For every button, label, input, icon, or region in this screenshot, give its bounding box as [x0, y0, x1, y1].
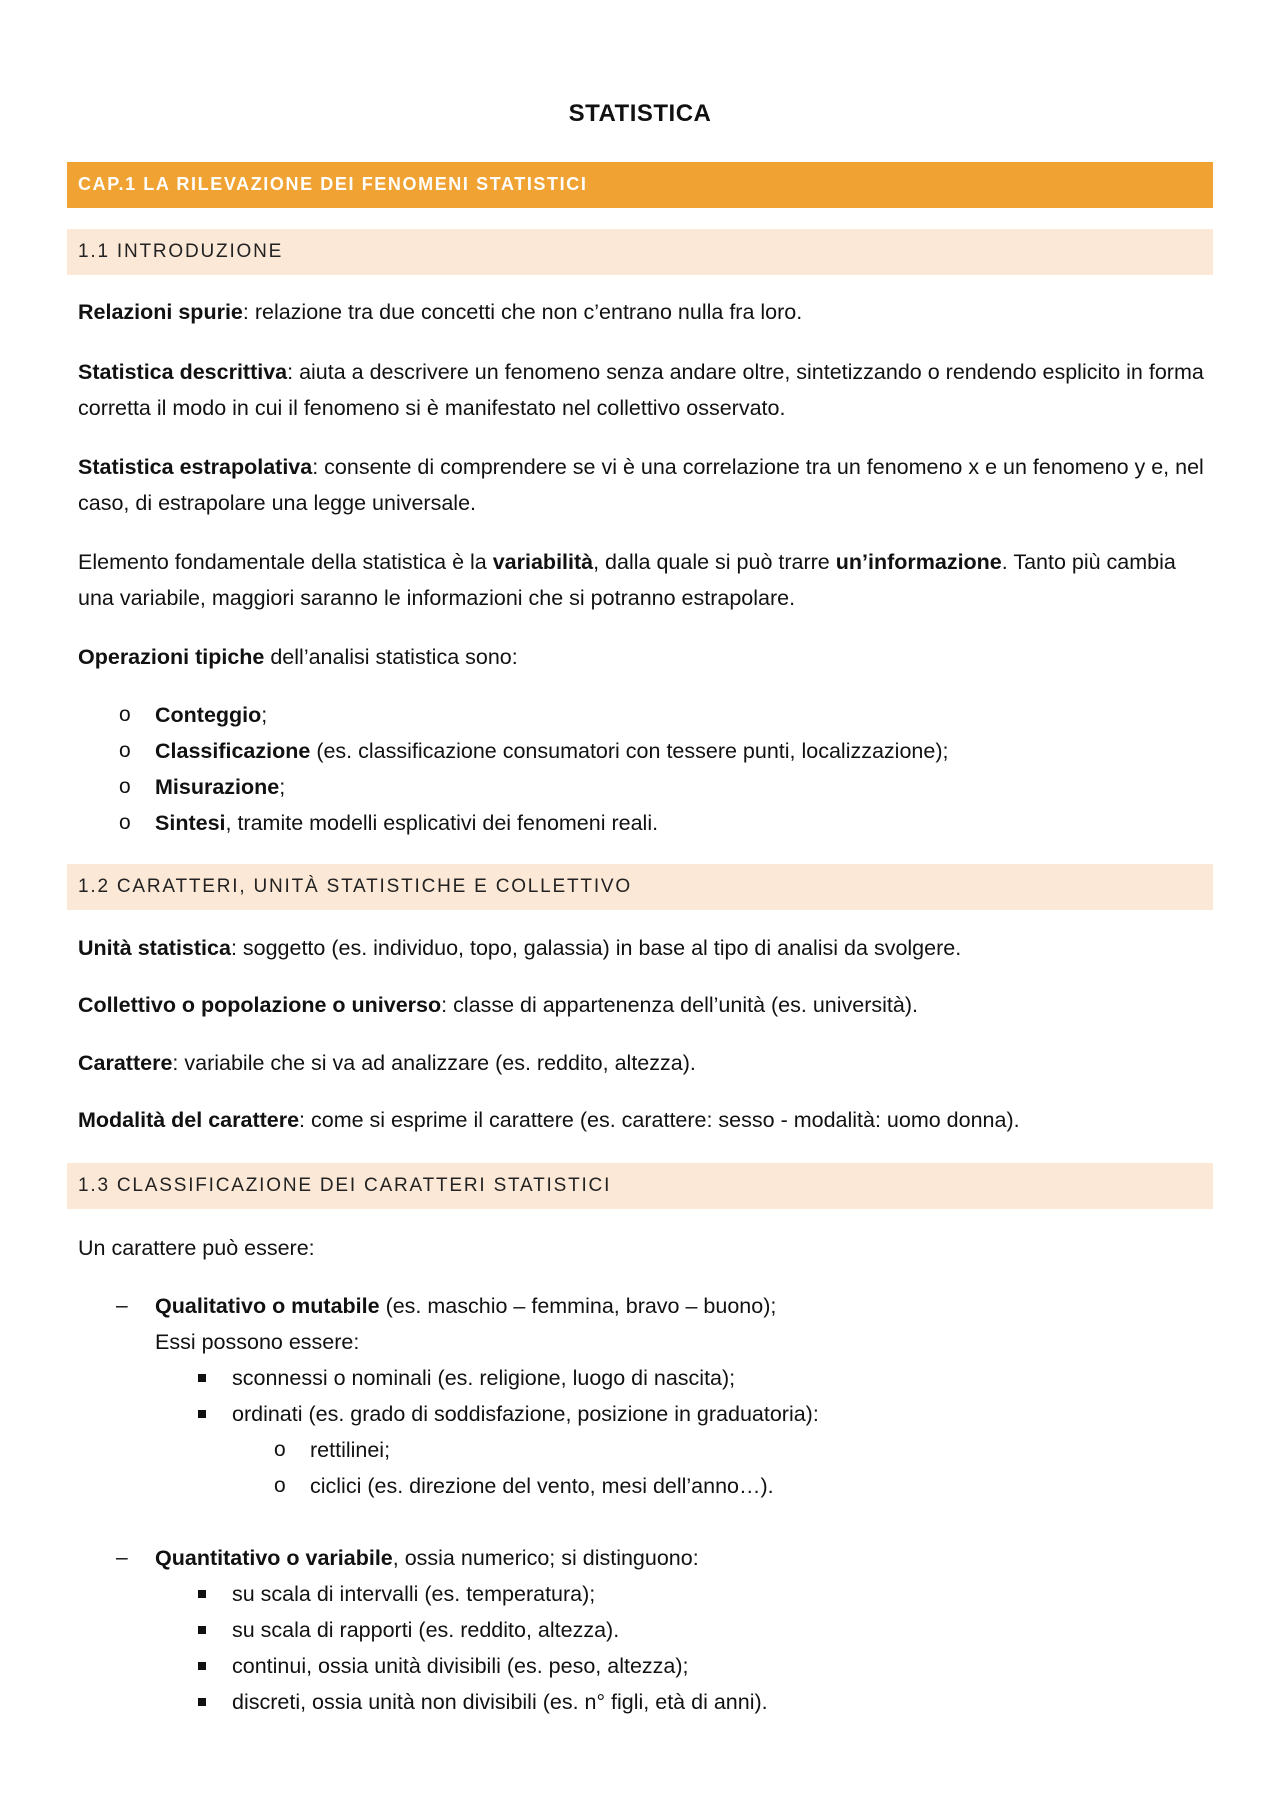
text: (es. classificazione consumatori con tessere punti, localizzazione);: [310, 739, 949, 763]
term: Sintesi: [155, 811, 226, 835]
square-bullet-icon: [198, 1626, 206, 1634]
list-item: [155, 733, 948, 769]
square-bullet-icon: [198, 1698, 206, 1706]
definition: : consente di comprendere se vi è una correlazione tra un fenomeno x e un fenomeno y e, nel caso, di estrapolare una legge universale.: [78, 455, 1204, 515]
square-bullet-icon: [198, 1590, 206, 1598]
paragraph-relazioni-spurie: [78, 294, 1208, 330]
term: un’informazione: [835, 550, 1002, 574]
term: Modalità del carattere: [78, 1108, 300, 1132]
term: Operazioni tipiche: [78, 645, 265, 669]
section-heading-1-2: 1.2 CARATTERI, UNITÀ STATISTICHE E COLLETTIVO: [67, 864, 1213, 910]
term: Statistica estrapolativa: [78, 455, 313, 479]
paragraph-intro: Un carattere può essere:: [78, 1236, 315, 1260]
text: ;: [261, 703, 268, 727]
text: dell’analisi statistica sono:: [264, 645, 518, 669]
term: Conteggio: [155, 703, 262, 727]
paragraph-statistica-estrapolativa: [78, 449, 1208, 521]
definition: : aiuta a descrivere un fenomeno senza andare oltre, sintetizzando o rendendo esplicito in forma corretta il modo in cui il fenomeno si è manifestato nel collettivo osservato.: [78, 360, 1204, 420]
paragraph-carattere: [78, 1045, 1208, 1081]
list-item: su scala di intervalli (es. temperatura);: [232, 1582, 596, 1606]
paragraph-variabilita: [78, 544, 1208, 616]
term: Relazioni spurie: [78, 300, 243, 324]
text: . Tanto più cambia una variabile, maggiori saranno le informazioni che si potranno estrapolare.: [78, 550, 1176, 610]
circle-bullet-icon: o: [274, 1438, 286, 1461]
section-heading-1-1: 1.1 INTRODUZIONE: [67, 229, 1213, 275]
list-item: [155, 697, 267, 733]
list-item: ordinati (es. grado di soddisfazione, posizione in graduatoria):: [232, 1402, 819, 1426]
term: Statistica descrittiva: [78, 360, 288, 384]
definition: : come si esprime il carattere (es. carattere: sesso - modalità: uomo donna).: [299, 1108, 1020, 1132]
term: Unità statistica: [78, 936, 231, 960]
text: , ossia numerico; si distinguono:: [392, 1546, 699, 1570]
term: Misurazione: [155, 775, 280, 799]
dash-bullet-icon: –: [116, 1546, 128, 1569]
circle-bullet-icon: o: [119, 703, 131, 726]
term: Classificazione: [155, 739, 311, 763]
section-heading-1-3: 1.3 CLASSIFICAZIONE DEI CARATTERI STATISTICI: [67, 1163, 1213, 1209]
square-bullet-icon: [198, 1374, 206, 1382]
circle-bullet-icon: o: [119, 811, 131, 834]
list-item: continui, ossia unità divisibili (es. peso, altezza);: [232, 1654, 689, 1678]
list-item: [155, 805, 658, 841]
paragraph-modalita: [78, 1102, 1208, 1138]
term: Carattere: [78, 1051, 173, 1075]
page-title: STATISTICA: [568, 100, 712, 127]
chapter-heading: CAP.1 LA RILEVAZIONE DEI FENOMENI STATISTICI: [67, 162, 1213, 208]
circle-bullet-icon: o: [119, 775, 131, 798]
paragraph-collettivo: [78, 987, 1208, 1023]
definition: : soggetto (es. individuo, topo, galassia) in base al tipo di analisi da svolgere.: [230, 936, 962, 960]
definition: : classe di appartenenza dell’unità (es. università).: [441, 993, 918, 1017]
definition: : relazione tra due concetti che non c’entrano nulla fra loro.: [242, 300, 803, 324]
text: Elemento fondamentale della statistica è la: [78, 550, 493, 574]
term: Quantitativo o variabile: [155, 1546, 393, 1570]
list-item: [155, 769, 285, 805]
circle-bullet-icon: o: [119, 739, 131, 762]
text: (es. maschio – femmina, bravo – buono);: [379, 1294, 777, 1318]
list-item: rettilinei;: [310, 1438, 391, 1462]
term: Qualitativo o mutabile: [155, 1294, 380, 1318]
list-item: sconnessi o nominali (es. religione, luogo di nascita);: [232, 1366, 736, 1390]
square-bullet-icon: [198, 1410, 206, 1418]
list-item: ciclici (es. direzione del vento, mesi dell’anno…).: [310, 1474, 774, 1498]
text: , dalla quale si può trarre: [593, 550, 836, 574]
term: variabilità: [492, 550, 594, 574]
sub-intro: Essi possono essere:: [155, 1330, 360, 1354]
definition: : variabile che si va ad analizzare (es. reddito, altezza).: [172, 1051, 696, 1075]
paragraph-operazioni: [78, 639, 1208, 675]
paragraph-unita-statistica: [78, 930, 1208, 966]
list-item: su scala di rapporti (es. reddito, altezza).: [232, 1618, 620, 1642]
circle-bullet-icon: o: [274, 1474, 286, 1497]
paragraph-statistica-descrittiva: [78, 354, 1208, 426]
dash-bullet-icon: –: [116, 1294, 128, 1317]
list-item-quantitativo: [155, 1540, 699, 1576]
list-item-qualitativo: [155, 1288, 776, 1324]
text: ;: [279, 775, 286, 799]
list-item: discreti, ossia unità non divisibili (es. n° figli, età di anni).: [232, 1690, 768, 1714]
text: , tramite modelli esplicativi dei fenomeni reali.: [225, 811, 659, 835]
square-bullet-icon: [198, 1662, 206, 1670]
term: Collettivo o popolazione o universo: [78, 993, 442, 1017]
